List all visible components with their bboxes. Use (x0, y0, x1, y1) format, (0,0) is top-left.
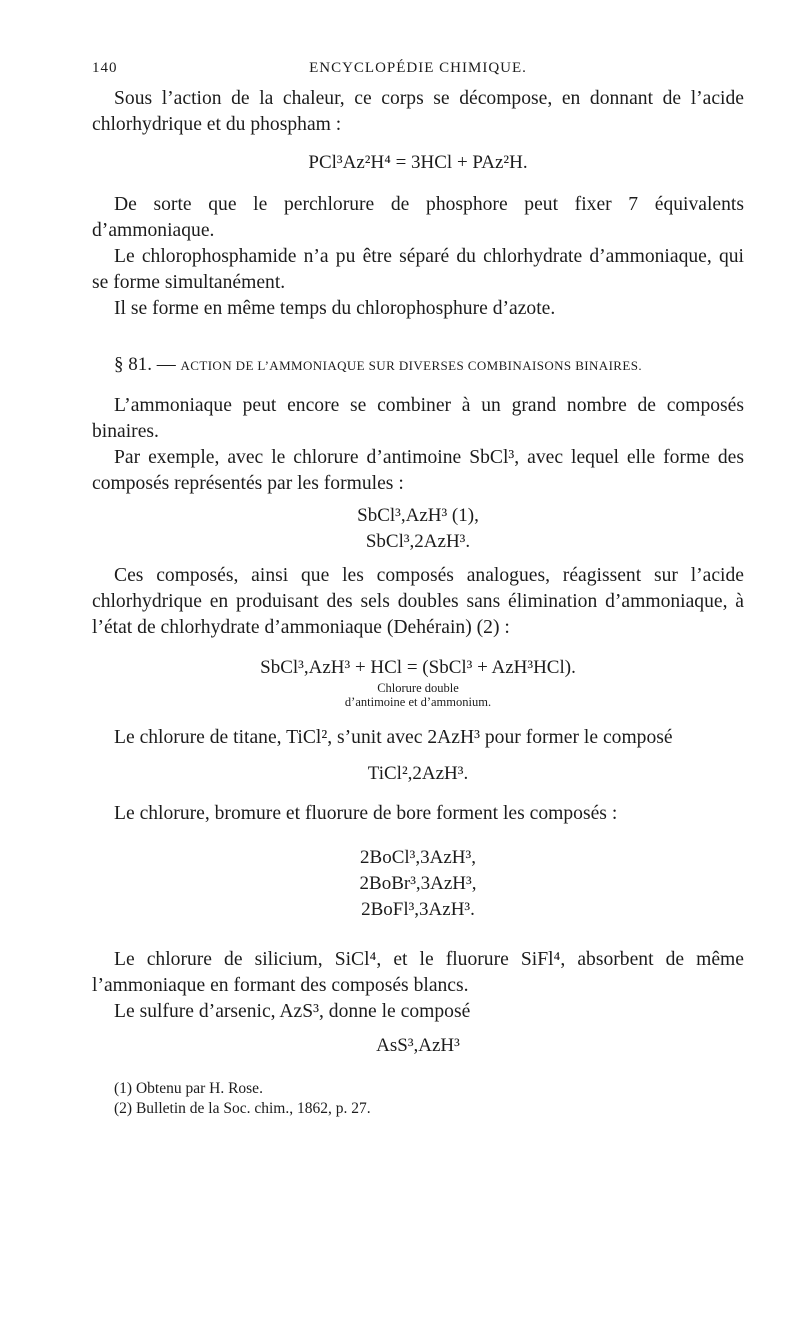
paragraph-titanium-chloride: Le chlorure de titane, TiCl², s’unit avec 2AzH³ pour former le composé (114, 727, 673, 748)
paragraph-chlorophosphamide: Le chlorophosphamide n’a pu être séparé du chlorhydrate d’ammoniaque, qui se forme simultanément. (92, 246, 744, 293)
section-number: § 81. — (114, 354, 181, 375)
section-heading (114, 352, 744, 379)
paragraph-seven-equivalents: De sorte que le perchlorure de phosphore peut fixer 7 équivalents d’ammoniaque. (92, 194, 744, 241)
formula-boron-chloride: 2BoCl³,3AzH³, (360, 847, 476, 868)
paragraph-binary-compounds: L’ammoniaque peut encore se combiner à un grand nombre de composés binaires. (92, 395, 744, 442)
formula-ass3-azh3: AsS³,AzH³ (376, 1035, 460, 1056)
equation-caption-line-1: Chlorure double (377, 681, 459, 695)
paragraph-arsenic-sulfide: Le sulfure d’arsenic, AzS³, donne le composé (114, 1001, 471, 1022)
equation-caption-line-2: d’antimoine et d’ammonium. (344, 695, 492, 709)
paragraph-antimony-chloride: Par exemple, avec le chlorure d’antimoine SbCl³, avec lequel elle forme des composés représentés par les formules : (92, 447, 744, 494)
footnote-1: (1) Obtenu par H. Rose. (114, 1080, 263, 1097)
paragraph-chlorophosphure: Il se forme en même temps du chlorophosphure d’azote. (114, 298, 556, 319)
page-body (92, 86, 744, 1119)
paragraph-decomposition: Sous l’action de la chaleur, ce corps se décompose, en donnant de l’acide chlorhydrique et du phospham : (92, 88, 744, 135)
equation-decomposition: PCl³Az²H⁴ = 3HCl + PAz²H. (308, 152, 528, 173)
page-number: 140 (92, 60, 118, 76)
paragraph-boron-compounds: Le chlorure, bromure et fluorure de bore forment les composés : (114, 803, 618, 824)
formula-sbcl3-2azh3: SbCl³,2AzH³. (365, 531, 471, 552)
formula-sbcl3-azh3: SbCl³,AzH³ (1), (357, 505, 479, 526)
equation-double-chloride: SbCl³,AzH³ + HCl = (SbCl³ + AzH³HCl). (260, 657, 576, 678)
paragraph-silicon-chloride: Le chlorure de silicium, SiCl⁴, et le fluorure SiFl⁴, absorbent de même l’ammoniaque en formant des composés blancs. (92, 949, 744, 996)
formula-boron-bromide: 2BoBr³,3AzH³, (359, 873, 477, 894)
running-title: ENCYCLOPÉDIE CHIMIQUE. (309, 60, 527, 76)
footnote-2: (2) Bulletin de la Soc. chim., 1862, p. 27. (114, 1100, 371, 1117)
page-header (92, 60, 744, 84)
formula-ticl2-2azh3: TiCl²,2AzH³. (367, 763, 469, 784)
section-title: ACTION DE L’AMMONIAQUE SUR DIVERSES COMBINAISONS BINAIRES. (180, 358, 642, 373)
formula-boron-fluoride: 2BoFl³,3AzH³. (361, 899, 475, 920)
paragraph-double-salts: Ces composés, ainsi que les composés analogues, réagissent sur l’acide chlorhydrique en produisant des sels doubles sans élimination d’ammoniaque, à l’état de chlorhydrate d’ammoniaque (Dehérain) (2) : (92, 565, 744, 638)
footnotes (92, 1079, 744, 1119)
